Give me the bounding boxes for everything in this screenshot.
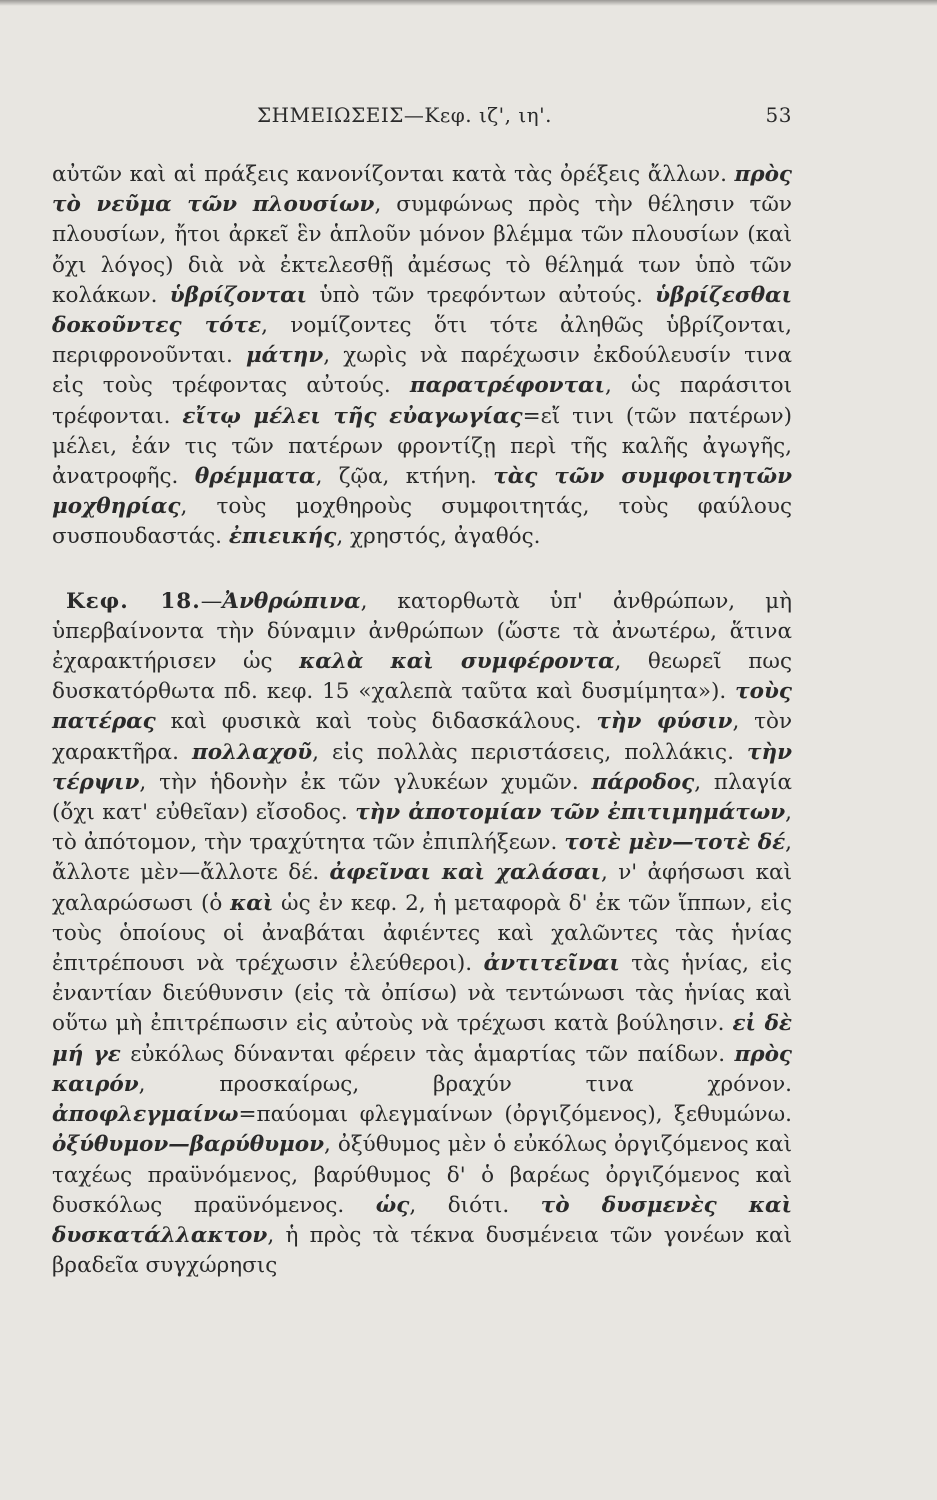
running-header xyxy=(52,103,792,133)
gloss-text: =εἴ τινι (τῶν πατέρων) μέλει, ἐάν τις τῶν πατέρων φροντίζῃ περὶ τῆς καλῆς ἀγωγῆς, ἀνατροφῆς. xyxy=(52,403,793,490)
gloss-text: , διότι. xyxy=(409,1192,541,1218)
gloss-text: , τὸ ἀπότομον, τὴν τραχύτητα τῶν ἐπιπλήξεων. xyxy=(52,800,792,856)
lemma-term: τὴν ἀποτομίαν τῶν ἐπιτιμημάτων xyxy=(355,800,786,826)
gloss-text: , ὡς παράσιτοι τρέφονται. xyxy=(52,373,792,429)
gloss-text: , χωρὶς νὰ παρέχωσιν ἐκδούλευσίν τινα εἰς τοὺς τρέφοντας αὐτούς. xyxy=(52,343,792,399)
lemma-term: Ἀνθρώπινα xyxy=(222,588,361,614)
gloss-text: , τὸν χαρακτῆρα. xyxy=(52,709,793,765)
lemma-term: εἴτῳ μέλει τῆς εὐαγωγίας xyxy=(182,403,523,429)
lemma-term: εἰ δὲ μή γε xyxy=(52,1011,792,1067)
paragraph-chapter-18-notes xyxy=(52,587,792,1282)
page-body xyxy=(52,160,792,1281)
lemma-term: ἀφεῖναι καὶ χαλάσαι xyxy=(329,860,602,886)
gloss-text: αὐτῶν καὶ αἱ πράξεις κανονίζονται κατὰ τὰς ὀρέξεις ἄλλων. xyxy=(52,162,735,187)
gloss-text: , προσκαίρως, βραχύν τινα χρόνον. xyxy=(138,1071,792,1097)
gloss-text: , θεωρεῖ πως δυσκατόρθωτα πδ. κεφ. 15 «χαλεπὰ ταῦτα καὶ δυσμίμητα»). xyxy=(52,649,792,705)
gloss-text: , εἰς πολλὰς περιστάσεις, πολλάκις. xyxy=(312,739,747,765)
running-title: ΣΗΜΕΙΩΣΕΙΣ—Κεφ. ιζ', ιη'. xyxy=(257,103,553,127)
lemma-term: τὸ δυσμενὲς καὶ δυσκατάλλακτον xyxy=(52,1192,792,1248)
gloss-text: , συμφώνως πρὸς τὴν θέλησιν τῶν πλουσίων, ἤτοι ἀρκεῖ ἓν ἁπλοῦν μόνον βλέμμα τῶν πλουσίων (καὶ ὄχι λόγος) διὰ νὰ ἐκτελεσθῇ ἀμέσως τὸ θέλημά των ὑπὸ τῶν κολάκων. xyxy=(52,192,792,308)
gloss-text: , ἄλλοτε μὲν—ἄλλοτε δέ. xyxy=(52,830,792,886)
lemma-term: ὀξύθυμον—βαρύθυμον xyxy=(52,1132,325,1158)
gloss-text: , τὴν ἡδονὴν ἐκ τῶν γλυκέων χυμῶν. xyxy=(139,769,592,795)
lemma-term: τοτὲ μὲν—τοτὲ δέ xyxy=(564,830,786,856)
paragraph-chapter-17-notes xyxy=(52,160,792,553)
lemma-term: καὶ xyxy=(230,890,274,916)
gloss-text: , χρηστός, ἀγαθός. xyxy=(336,524,541,550)
lemma-term: πρὸς τὸ νεῦμα τῶν πλουσίων xyxy=(52,162,792,218)
gloss-text: =παύομαι φλεγμαίνων (ὀργιζόμενος), ξεθυμώνω. xyxy=(238,1102,792,1128)
lemma-term: πολλαχοῦ xyxy=(191,739,313,765)
gloss-text: — xyxy=(200,588,223,614)
gloss-text: , ἡ πρὸς τὰ τέκνα δυσμένεια τῶν γονέων καὶ βραδεῖα συγχώρησις xyxy=(52,1222,792,1279)
gloss-text: ὡς ἐν κεφ. 2, ἡ μεταφορὰ δ' ἐκ τῶν ἵππων, εἰς τοὺς ὁποίους οἱ ἀναβάται ἀφιέντες καὶ χαλῶντες τὰς ἡνίας ἐπιτρέπουσι νὰ τρέχωσιν ἐλεύθεροι). xyxy=(52,890,792,977)
gloss-text: , κατορθωτὰ ὑπ' ἀνθρώπων, μὴ ὑπερβαίνοντα τὴν δύναμιν ἀνθρώπων (ὥστε τὰ ἀνωτέρω, ἅτινα ἐχαρακτήρισεν ὡς xyxy=(52,588,792,675)
page-number: 53 xyxy=(765,103,792,127)
gloss-text: , νομίζοντες ὅτι τότε ἀληθῶς ὑβρίζονται, περιφρονοῦνται. xyxy=(52,313,792,369)
gloss-text: , τοὺς μοχθηροὺς συμφοιτητάς, τοὺς φαύλους συσπουδαστάς. xyxy=(52,494,792,550)
gloss-text: τὰς ἡνίας, εἰς ἐναντίαν διεύθυνσιν (εἰς τὰ ὀπίσω) νὰ τεντώνωσι τὰς ἡνίας καὶ οὕτω μὴ ἐπιτρέπωσιν εἰς αὐτοὺς νὰ τρέχωσι κατὰ βούλησιν. xyxy=(52,951,793,1037)
lemma-term: τὰς τῶν συμφοιτητῶν μοχθηρίας xyxy=(52,464,793,520)
lemma-term: μάτην xyxy=(245,343,324,369)
lemma-term: ὑβρίζονται xyxy=(169,282,308,308)
gloss-text: , πλαγία (ὄχι κατ' εὐθεῖαν) εἴσοδος. xyxy=(52,769,792,826)
gloss-text: εὐκόλως δύνανται φέρειν τὰς ἁμαρτίας τῶν παίδων. xyxy=(120,1041,735,1067)
lemma-term: καλὰ καὶ συμφέροντα xyxy=(299,649,615,675)
lemma-term: ἀντιτεῖναι xyxy=(483,951,620,977)
lemma-term: τοὺς πατέρας xyxy=(52,679,792,735)
gloss-text: ὑπὸ τῶν τρεφόντων αὐτούς. xyxy=(307,282,656,308)
lemma-term: ἀποφλεγμαίνω xyxy=(52,1102,239,1128)
gloss-text: , ὀξύθυμος μὲν ὁ εὐκόλως ὀργιζόμενος καὶ ταχέως πραϋνόμενος, βαρύθυμος δ' ὁ βαρέως ὀργιζόμενος καὶ δυσκόλως πραϋνόμενος. xyxy=(52,1132,792,1218)
lemma-term: ὡς xyxy=(375,1192,410,1218)
lemma-term: ἐπιεικής xyxy=(228,524,337,550)
lemma-term: τὴν φύσιν xyxy=(596,709,733,735)
lemma-term: πρὸς καιρόν xyxy=(52,1041,792,1097)
gloss-text: , ν' ἀφήσωσι καὶ χαλαρώσωσι (ὁ xyxy=(52,860,792,916)
chapter-heading: Κεφ. 18. xyxy=(66,588,201,614)
gloss-text: , ζῷα, κτήνη. xyxy=(315,464,494,490)
lemma-term: ὑβρίζεσθαι δοκοῦντες τότε xyxy=(52,282,792,339)
gloss-text: καὶ φυσικὰ καὶ τοὺς διδασκάλους. xyxy=(155,709,597,735)
lemma-term: παρατρέφονται xyxy=(409,373,606,399)
lemma-term: τὴν τέρψιν xyxy=(52,739,792,795)
page-top-edge xyxy=(0,0,937,6)
lemma-term: θρέμματα xyxy=(194,464,316,490)
lemma-term: πάροδος xyxy=(591,769,695,795)
